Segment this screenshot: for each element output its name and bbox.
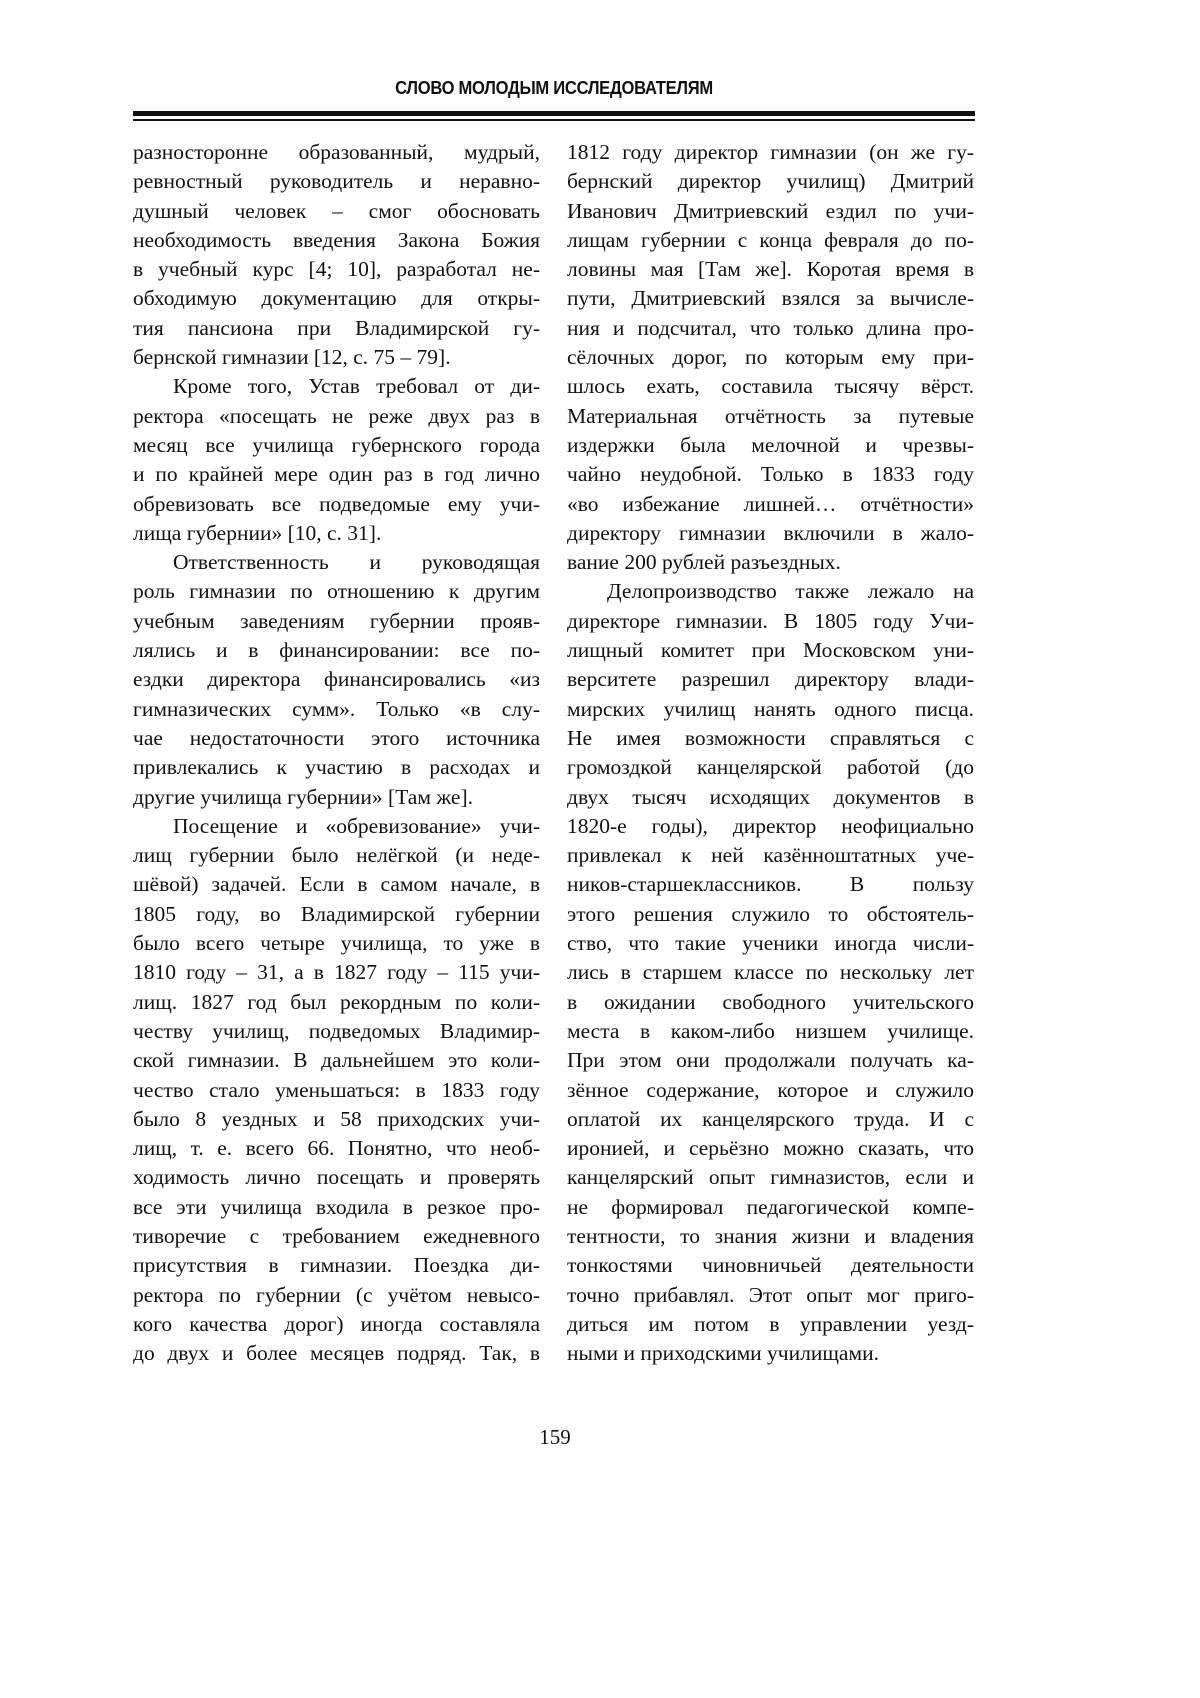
text-line: месяц все училища губернского города [133,431,540,460]
text-line: кого качества дорог) иногда составляла [133,1310,540,1339]
text-line: в учебный курс [4; 10], разработал не- [133,255,540,284]
text-line: лищам губернии с конца февраля до по- [567,226,974,255]
text-line: другие училища губернии» [Там же]. [133,783,540,812]
text-line: роль гимназии по отношению к другим [133,577,540,606]
text-line: ревностный руководитель и неравно- [133,167,540,196]
text-line: оплатой их канцелярского труда. И с [567,1105,974,1134]
text-line: Иванович Дмитриевский ездил по учи- [567,197,974,226]
text-line: канцелярский опыт гимназистов, если и [567,1163,974,1192]
text-line: ректора «посещать не реже двух раз в [133,402,540,431]
text-line: лищный комитет при Московском уни- [567,636,974,665]
text-line: При этом они продолжали получать ка- [567,1046,974,1075]
text-line: места в каком-либо низшем училище. [567,1017,974,1046]
text-line: шлось ехать, составила тысячу вёрст. [567,372,974,401]
text-line: ректора по губернии (с учётом невысо- [133,1281,540,1310]
text-line: тонкостями чиновничьей деятельности [567,1251,974,1280]
running-header: СЛОВО МОЛОДЫМ ИССЛЕДОВАТЕЛЯМ [167,78,942,99]
text-line: чество стало уменьшаться: в 1833 году [133,1076,540,1105]
text-line: пути, Дмитриевский взялся за вычисле- [567,284,974,313]
text-line: обревизовать все подведомые ему учи- [133,490,540,519]
text-line: было всего четыре училища, то уже в [133,929,540,958]
text-line: 1820-е годы), директор неофициально [567,812,974,841]
text-line: душный человек – смог обосновать [133,197,540,226]
text-line: лищ. 1827 год был рекордным по коли- [133,988,540,1017]
text-line: гимназических сумм». Только «в слу- [133,695,540,724]
text-line: мирских училищ нанять одного писца. [567,695,974,724]
text-line: 1805 году, во Владимирской губернии [133,900,540,929]
text-line: этого решения служило то обстоятель- [567,900,974,929]
text-line: тентности, то знания жизни и владения [567,1222,974,1251]
text-line: точно прибавлял. Этот опыт мог приго- [567,1281,974,1310]
text-line: учебным заведениям губернии прояв- [133,607,540,636]
text-line: тия пансиона при Владимирской гу- [133,314,540,343]
text-line: бернской гимназии [12, с. 75 – 79]. [133,343,540,372]
text-column-right [567,138,974,1368]
text-line: чайно неудобной. Только в 1833 году [567,460,974,489]
paragraph [567,577,974,1368]
text-line: Ответственность и руководящая [133,548,540,577]
text-line: Не имея возможности справляться с [567,724,974,753]
text-line: чае недостаточности этого источника [133,724,540,753]
text-line: ской гимназии. В дальнейшем это коли- [133,1046,540,1075]
text-line: ездки директора финансировались «из [133,665,540,694]
text-line: ство, что такие ученики иногда числи- [567,929,974,958]
text-line: 1812 году директор гимназии (он же гу- [567,138,974,167]
text-line: ловины мая [Там же]. Коротая время в [567,255,974,284]
text-line: разносторонне образованный, мудрый, [133,138,540,167]
text-line: Кроме того, Устав требовал от ди- [133,372,540,401]
text-line: издержки была мелочной и чрезвы- [567,431,974,460]
text-line: верситете разрешил директору влади- [567,665,974,694]
text-line: Посещение и «обревизование» учи- [133,812,540,841]
text-line: тиворечие с требованием ежедневного [133,1222,540,1251]
header-rule-thick [133,111,975,116]
text-line: «во избежание лишней… отчётности» [567,490,974,519]
text-line: обходимую документацию для откры- [133,284,540,313]
text-line: директору гимназии включили в жало- [567,519,974,548]
text-line: бернский директор училищ) Дмитрий [567,167,974,196]
text-line: громоздкой канцелярской работой (до [567,753,974,782]
paragraph [567,138,974,577]
text-line: было 8 уездных и 58 приходских учи- [133,1105,540,1134]
text-line: директоре гимназии. В 1805 году Учи- [567,607,974,636]
text-line: ния и подсчитал, что только длина про- [567,314,974,343]
paragraph [133,812,540,1369]
text-line: диться им потом в управлении уезд- [567,1310,974,1339]
text-line: иронией, и серьёзно можно сказать, что [567,1134,974,1163]
text-line: до двух и более месяцев подряд. Так, в [133,1339,540,1368]
text-line: двух тысяч исходящих документов в [567,783,974,812]
text-line: Делопроизводство также лежало на [567,577,974,606]
text-line: лища губернии» [10, с. 31]. [133,519,540,548]
paragraph [133,548,540,812]
text-line: Материальная отчётность за путевые [567,402,974,431]
text-line: присутствия в гимназии. Поездка ди- [133,1251,540,1280]
text-line: в ожидании свободного учительского [567,988,974,1017]
text-line: лищ губернии было нелёгкой (и неде- [133,841,540,870]
text-line: зённое содержание, которое и служило [567,1076,974,1105]
text-line: лялись и в финансировании: все по- [133,636,540,665]
text-line: ников-старшеклассников. В пользу [567,870,974,899]
text-line: честву училищ, подведомых Владимир- [133,1017,540,1046]
page-number: 159 [0,1425,1110,1450]
text-line: шёвой) задачей. Если в самом начале, в [133,870,540,899]
paragraph [133,138,540,372]
text-line: сёлочных дорог, по которым ему при- [567,343,974,372]
text-line: привлекал к ней казённоштатных уче- [567,841,974,870]
text-line: и по крайней мере один раз в год лично [133,460,540,489]
header-rule-thin [133,119,975,121]
text-line: все эти училища входила в резкое про- [133,1193,540,1222]
text-line: вание 200 рублей разъездных. [567,548,974,577]
text-line: привлекались к участию в расходах и [133,753,540,782]
text-line: лись в старшем классе по нескольку лет [567,958,974,987]
text-line: не формировал педагогической компе- [567,1193,974,1222]
text-line: лищ, т. е. всего 66. Понятно, что необ- [133,1134,540,1163]
text-line: ходимость лично посещать и проверять [133,1163,540,1192]
text-line: 1810 году – 31, а в 1827 году – 115 учи- [133,958,540,987]
text-line: ными и приходскими училищами. [567,1339,974,1368]
text-line: необходимость введения Закона Божия [133,226,540,255]
paragraph [133,372,540,548]
text-column-left [133,138,540,1368]
